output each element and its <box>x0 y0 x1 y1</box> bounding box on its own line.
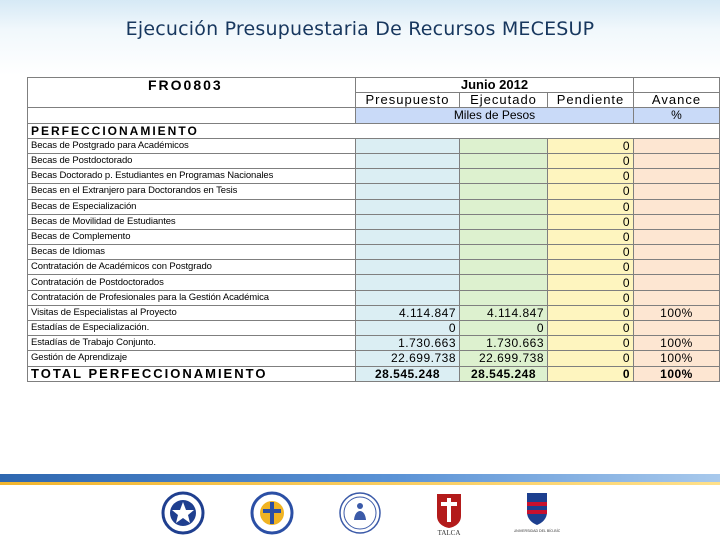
presupuesto-cell <box>356 138 460 153</box>
presupuesto-cell <box>356 290 460 305</box>
avance-cell <box>634 138 720 153</box>
row-label: Becas de Movilidad de Estudiantes <box>28 214 356 229</box>
table-row <box>28 245 720 260</box>
avance-cell <box>634 169 720 184</box>
col-ejecutado-header: Ejecutado <box>460 93 548 108</box>
pendiente-cell: 0 <box>548 275 634 290</box>
ejecutado-cell <box>460 153 548 168</box>
section-title: PERFECCIONAMIENTO <box>28 123 720 138</box>
pendiente-cell: 0 <box>548 138 634 153</box>
unit-money: Miles de Pesos <box>356 108 634 123</box>
avance-cell <box>634 275 720 290</box>
university-logos <box>160 488 560 538</box>
avance-cell <box>634 199 720 214</box>
row-label: Gestión de Aprendizaje <box>28 351 356 366</box>
svg-text:UNIVERSIDAD DEL BÍO-BÍO: UNIVERSIDAD DEL BÍO-BÍO <box>514 529 560 533</box>
units-row <box>28 108 720 123</box>
ejecutado-cell <box>460 214 548 229</box>
pendiente-cell: 0 <box>548 214 634 229</box>
row-label: Contratación de Postdoctorados <box>28 275 356 290</box>
presupuesto-cell <box>356 245 460 260</box>
ejecutado-cell: 4.114.847 <box>460 305 548 320</box>
ejecutado-cell <box>460 229 548 244</box>
ejecutado-cell: 0 <box>460 321 548 336</box>
pendiente-cell: 0 <box>548 153 634 168</box>
table-row <box>28 351 720 366</box>
avance-cell <box>634 153 720 168</box>
header-blank <box>634 78 720 93</box>
avance-cell: 100% <box>634 336 720 351</box>
ejecutado-cell <box>460 290 548 305</box>
ejecutado-cell <box>460 275 548 290</box>
presupuesto-cell <box>356 169 460 184</box>
table-row <box>28 184 720 199</box>
universidad-catolica-temuco-logo <box>249 490 295 536</box>
avance-cell <box>634 184 720 199</box>
presupuesto-cell <box>356 184 460 199</box>
row-label: Becas de Postgrado para Académicos <box>28 138 356 153</box>
pendiente-cell: 0 <box>548 260 634 275</box>
table-row <box>28 199 720 214</box>
slide-title: Ejecución Presupuestaria De Recursos MECESUP <box>125 18 595 40</box>
footer-band <box>0 474 720 482</box>
presupuesto-cell <box>356 153 460 168</box>
universidad-de-talca-logo <box>426 490 472 536</box>
footer-accent-band <box>0 482 720 485</box>
table-row <box>28 229 720 244</box>
avance-cell: 100% <box>634 305 720 320</box>
table-row <box>28 138 720 153</box>
presupuesto-cell <box>356 199 460 214</box>
table-row <box>28 321 720 336</box>
table-row <box>28 305 720 320</box>
total-label: TOTAL PERFECCIONAMIENTO <box>28 366 356 381</box>
avance-cell <box>634 321 720 336</box>
pendiente-cell: 0 <box>548 321 634 336</box>
row-label: Contratación de Profesionales para la Gestión Académica <box>28 290 356 305</box>
ejecutado-cell <box>460 260 548 275</box>
pendiente-cell: 0 <box>548 199 634 214</box>
row-label: Becas en el Extranjero para Doctorandos en Tesis <box>28 184 356 199</box>
row-label: Estadías de Especialización. <box>28 321 356 336</box>
row-label: Estadías de Trabajo Conjunto. <box>28 336 356 351</box>
total-presupuesto: 28.545.248 <box>356 366 460 381</box>
pendiente-cell: 0 <box>548 305 634 320</box>
avance-cell <box>634 245 720 260</box>
presupuesto-cell: 22.699.738 <box>356 351 460 366</box>
pendiente-cell: 0 <box>548 245 634 260</box>
presupuesto-cell: 1.730.663 <box>356 336 460 351</box>
units-blank <box>28 108 356 123</box>
ejecutado-cell: 22.699.738 <box>460 351 548 366</box>
row-label: Visitas de Especialistas al Proyecto <box>28 305 356 320</box>
total-row <box>28 366 720 381</box>
table-row <box>28 214 720 229</box>
period-header: Junio 2012 <box>356 78 634 93</box>
avance-cell <box>634 290 720 305</box>
pendiente-cell: 0 <box>548 229 634 244</box>
table-row <box>28 290 720 305</box>
pendiente-cell: 0 <box>548 184 634 199</box>
university-seal-1-logo <box>160 490 206 536</box>
row-label: Becas de Idiomas <box>28 245 356 260</box>
presupuesto-cell <box>356 275 460 290</box>
avance-cell <box>634 214 720 229</box>
pendiente-cell: 0 <box>548 169 634 184</box>
row-label: Contratación de Académicos con Postgrado <box>28 260 356 275</box>
pendiente-cell: 0 <box>548 351 634 366</box>
table-row <box>28 260 720 275</box>
table-row <box>28 169 720 184</box>
section-row <box>28 123 720 138</box>
ejecutado-cell <box>460 169 548 184</box>
avance-cell <box>634 260 720 275</box>
col-pendiente-header: Pendiente <box>548 93 634 108</box>
row-label: Becas de Postdoctorado <box>28 153 356 168</box>
col-presupuesto-header: Presupuesto <box>356 93 460 108</box>
table-row <box>28 336 720 351</box>
row-label: Becas de Especialización <box>28 199 356 214</box>
svg-text:TALCA: TALCA <box>437 529 460 536</box>
total-ejecutado: 28.545.248 <box>460 366 548 381</box>
presupuesto-cell: 4.114.847 <box>356 305 460 320</box>
ejecutado-cell <box>460 199 548 214</box>
unit-percent: % <box>634 108 720 123</box>
avance-cell <box>634 229 720 244</box>
pendiente-cell: 0 <box>548 336 634 351</box>
col-avance-header: Avance <box>634 93 720 108</box>
ejecutado-cell <box>460 184 548 199</box>
presupuesto-cell: 0 <box>356 321 460 336</box>
university-seal-3-logo <box>337 490 383 536</box>
pendiente-cell: 0 <box>548 290 634 305</box>
total-pendiente: 0 <box>548 366 634 381</box>
form-code: FRO0803 <box>28 78 356 108</box>
presupuesto-cell <box>356 260 460 275</box>
avance-cell: 100% <box>634 351 720 366</box>
table-row <box>28 153 720 168</box>
presupuesto-cell <box>356 214 460 229</box>
presupuesto-cell <box>356 229 460 244</box>
row-label: Becas de Complemento <box>28 229 356 244</box>
budget-table <box>27 77 720 382</box>
universidad-del-bio-bio-logo <box>514 490 560 536</box>
ejecutado-cell <box>460 245 548 260</box>
row-label: Becas Doctorado p. Estudiantes en Programas Nacionales <box>28 169 356 184</box>
ejecutado-cell <box>460 138 548 153</box>
ejecutado-cell: 1.730.663 <box>460 336 548 351</box>
table-row <box>28 275 720 290</box>
total-avance: 100% <box>634 366 720 381</box>
header-row-1 <box>28 78 720 93</box>
